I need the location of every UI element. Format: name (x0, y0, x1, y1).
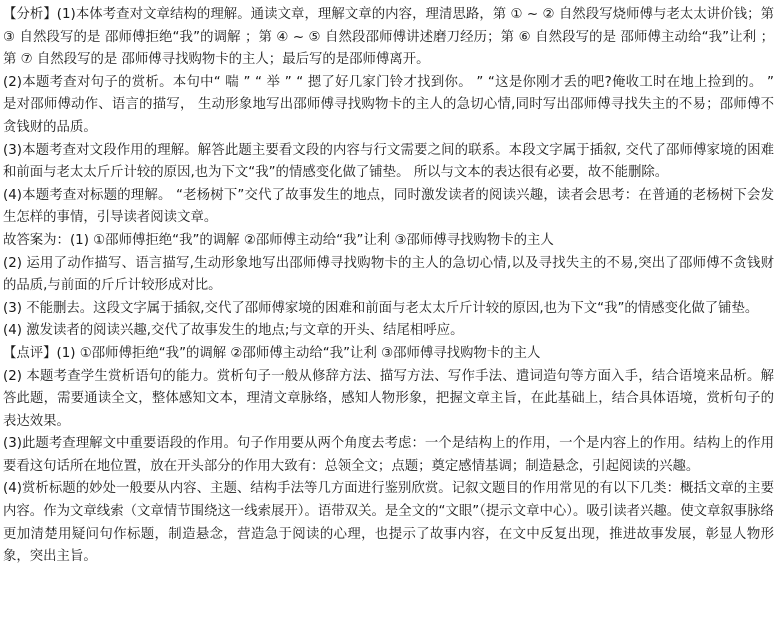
analysis-item-4: (4)本题考查对标题的理解。 “老杨树下”交代了故事发生的地点，同时激发读者的阅读兴趣，读者会思考：在普通的老杨树下会发生怎样的事情，引导读者阅读文章。 (3, 187, 774, 226)
analysis-item-3: (3)本题考查对文段作用的理解。解答此题主要看文段的内容与行文需要之间的联系。本段文字属于插叙, 交代了邵师傅家境的困难和前面与老太太斤斤计较的原因,也为下文“我”的情感变化做了铺垫。 所以与文本的表达很有必要，故不能删除。 (3, 142, 774, 181)
analysis-item-1: 【分析】(1)本体考查对文章结构的理解。通读文章，理解文章的内容，理清思路，第 ① ~ ② 自然段写烧师傅与老太太讲价钱；第 ③ 自然段写的是 邵师傅拒绝“我”的调解 ；第 ④ ~ ⑤ 自然段邵师傅讲述磨刀经历；第 ⑥ 自然段写的是 邵师傅主动给“我”让利 ；第 ⑦ 自然段写的是 邵师傅寻找购物卡的主人；最后写的是邵师傅离开。 (3, 7, 775, 68)
comment-item-3: (3)此题考查理解文中重要语段的作用。句子作用要从两个角度去考虑：一个是结构上的作用，一个是内容上的作用。结构上的作用要看这句话所在地位置，放在开头部分的作用大致有：总领全文；点题；奠定感情基调；制造悬念，引起阅读的兴趣。 (3, 436, 774, 474)
comment-item-2: (2) 本题考查学生赏析语句的能力。赏析句子一般从修辞方法、描写方法、写作手法、遣词造句等方面入手，结合语境来品析。解答此题，需要通读全文，整体感知文本，理清文章脉络，感知人物形象，把握文章主旨，在此基础上，结合具体语境，赏析句子的表达效果。 (3, 368, 774, 429)
comment-item-1: 【点评】(1) ①邵师傅拒绝“我”的调解 ②邵师傅主动给“我”让利 ③邵师傅寻找购物卡的主人 (3, 345, 541, 361)
analysis-item-2: (2)本题考查对句子的赏析。本句中“ 喘 ” “ 举 ” “ 摁了好几家门铃才找到你。 ” “这是你刚才丢的吧?俺收工时在地上捡到的。 ” 是对邵师傅动作、语言的描写， 生动形象地写出邵师傅寻找购物卡的主人的急切心情,同时写出邵师傅寻找失主的不易；邵师傅不贪钱财的品质。 (3, 74, 774, 135)
answer-item-2: (2) 运用了动作描写、语言描写,生动形象地写出邵师傅寻找购物卡的主人的急切心情,以及寻找失主的不易,突出了邵师傅不贪钱财的品质,与前面的斤斤计较形成对比。 (3, 255, 774, 294)
answer-item-1: 故答案为：(1) ①邵师傅拒绝“我”的调解 ②邵师傅主动给“我”让利 ③邵师傅寻找购物卡的主人 (3, 232, 554, 248)
answer-item-3: (3) 不能删去。这段文字属于插叙,交代了邵师傅家境的困难和前面与老太太斤斤计较的原因,也为下文“我”的情感变化做了铺垫。 (3, 300, 759, 316)
comment-item-4: (4)赏析标题的妙处一般要从内容、主题、结构手法等几方面进行鉴别欣赏。记叙文题目的作用常见的有以下几类：概括文章的主要内容。作为文章线索（文章情节围绕这一线索展开）。语带双关。是全文的“文眼”（提示文章中心）。吸引读者兴趣。使文章叙事脉络更加清楚用疑问句作标题，制造悬念，营造急于阅读的心理，也提示了故事内容，在文中反复出现，推进故事发展，彰显人物形象，突出主旨。 (3, 481, 774, 565)
answer-item-4: (4) 激发读者的阅读兴趣,交代了故事发生的地点;与文章的开头、结尾相呼应。 (3, 323, 464, 339)
